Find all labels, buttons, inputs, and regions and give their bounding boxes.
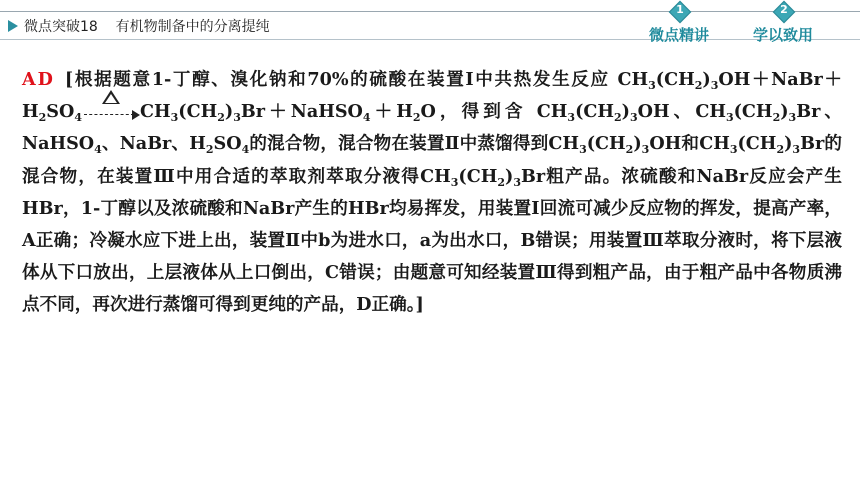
answer-choice: AD <box>22 69 55 90</box>
explanation-text: [根据题意1-丁醇、溴化钠和70%的硫酸在装置Ⅰ中共热发生反应 <box>64 69 610 90</box>
header-bar <box>0 3 860 50</box>
tab-number: 1 <box>676 3 684 16</box>
distillate-butanol: $CH_3(CH_2)_3OH$ <box>548 133 682 157</box>
distillate-bromobutane: $CH_3(CH_2)_3Br$ <box>699 133 825 157</box>
answer-explanation <box>22 64 842 322</box>
tab-micro-lecture[interactable] <box>624 3 734 50</box>
tab-number: 2 <box>780 3 788 16</box>
equation-products: $CH_3(CH_2)_3Br+NaHSO_4+H_2O$ <box>139 101 436 125</box>
explanation-text: 粗产品。浓硫酸和NaBr反应会产生HBr，1-丁醇以及浓硫酸和NaBr产生的HBr均易挥发，用装置Ⅰ回流可减少反应物的挥发，提高产率，A正确；冷凝水应下进上出，装置Ⅱ中b为进水口，a为出水口，B错误；用装置Ⅲ萃取分液时，将下层液体从下口放出，上层液体从上口倒出，C错误；由题意可知经装置Ⅲ得到粗产品，由于粗产品中各物质沸点不同，再次进行蒸馏可得到更纯的产品，D正确。] <box>22 165 842 316</box>
tab-practice[interactable] <box>728 3 838 50</box>
mixture-species: $CH_3(CH_2)_3OH$、$CH_3(CH_2)_3Br$、NaHSO$_4$、NaBr、$H_2SO_4$ <box>22 101 842 157</box>
explanation-text: 的混合物，混合物在装置Ⅱ中蒸馏得到 <box>249 133 549 155</box>
explanation-text: 和 <box>681 133 700 155</box>
tab-label: 微点精讲 <box>648 26 709 44</box>
explanation-text: 的混合物，在装置Ⅲ中用合适的萃取剂萃取分液得 <box>22 133 842 187</box>
explanation-text: ，得到含 <box>435 101 527 123</box>
section-title: 微点突破18 有机物制备中的分离提纯 <box>24 19 270 35</box>
crude-product: $CH_3(CH_2)_3Br$ <box>420 165 546 189</box>
heating-arrow-icon <box>82 102 140 122</box>
top-rule <box>0 11 860 12</box>
tab-label: 学以致用 <box>752 26 813 44</box>
play-arrow-icon <box>8 20 18 32</box>
equation-reactants: $CH_3(CH_2)_3OH+NaBr+H_2SO_4$ <box>22 69 842 125</box>
